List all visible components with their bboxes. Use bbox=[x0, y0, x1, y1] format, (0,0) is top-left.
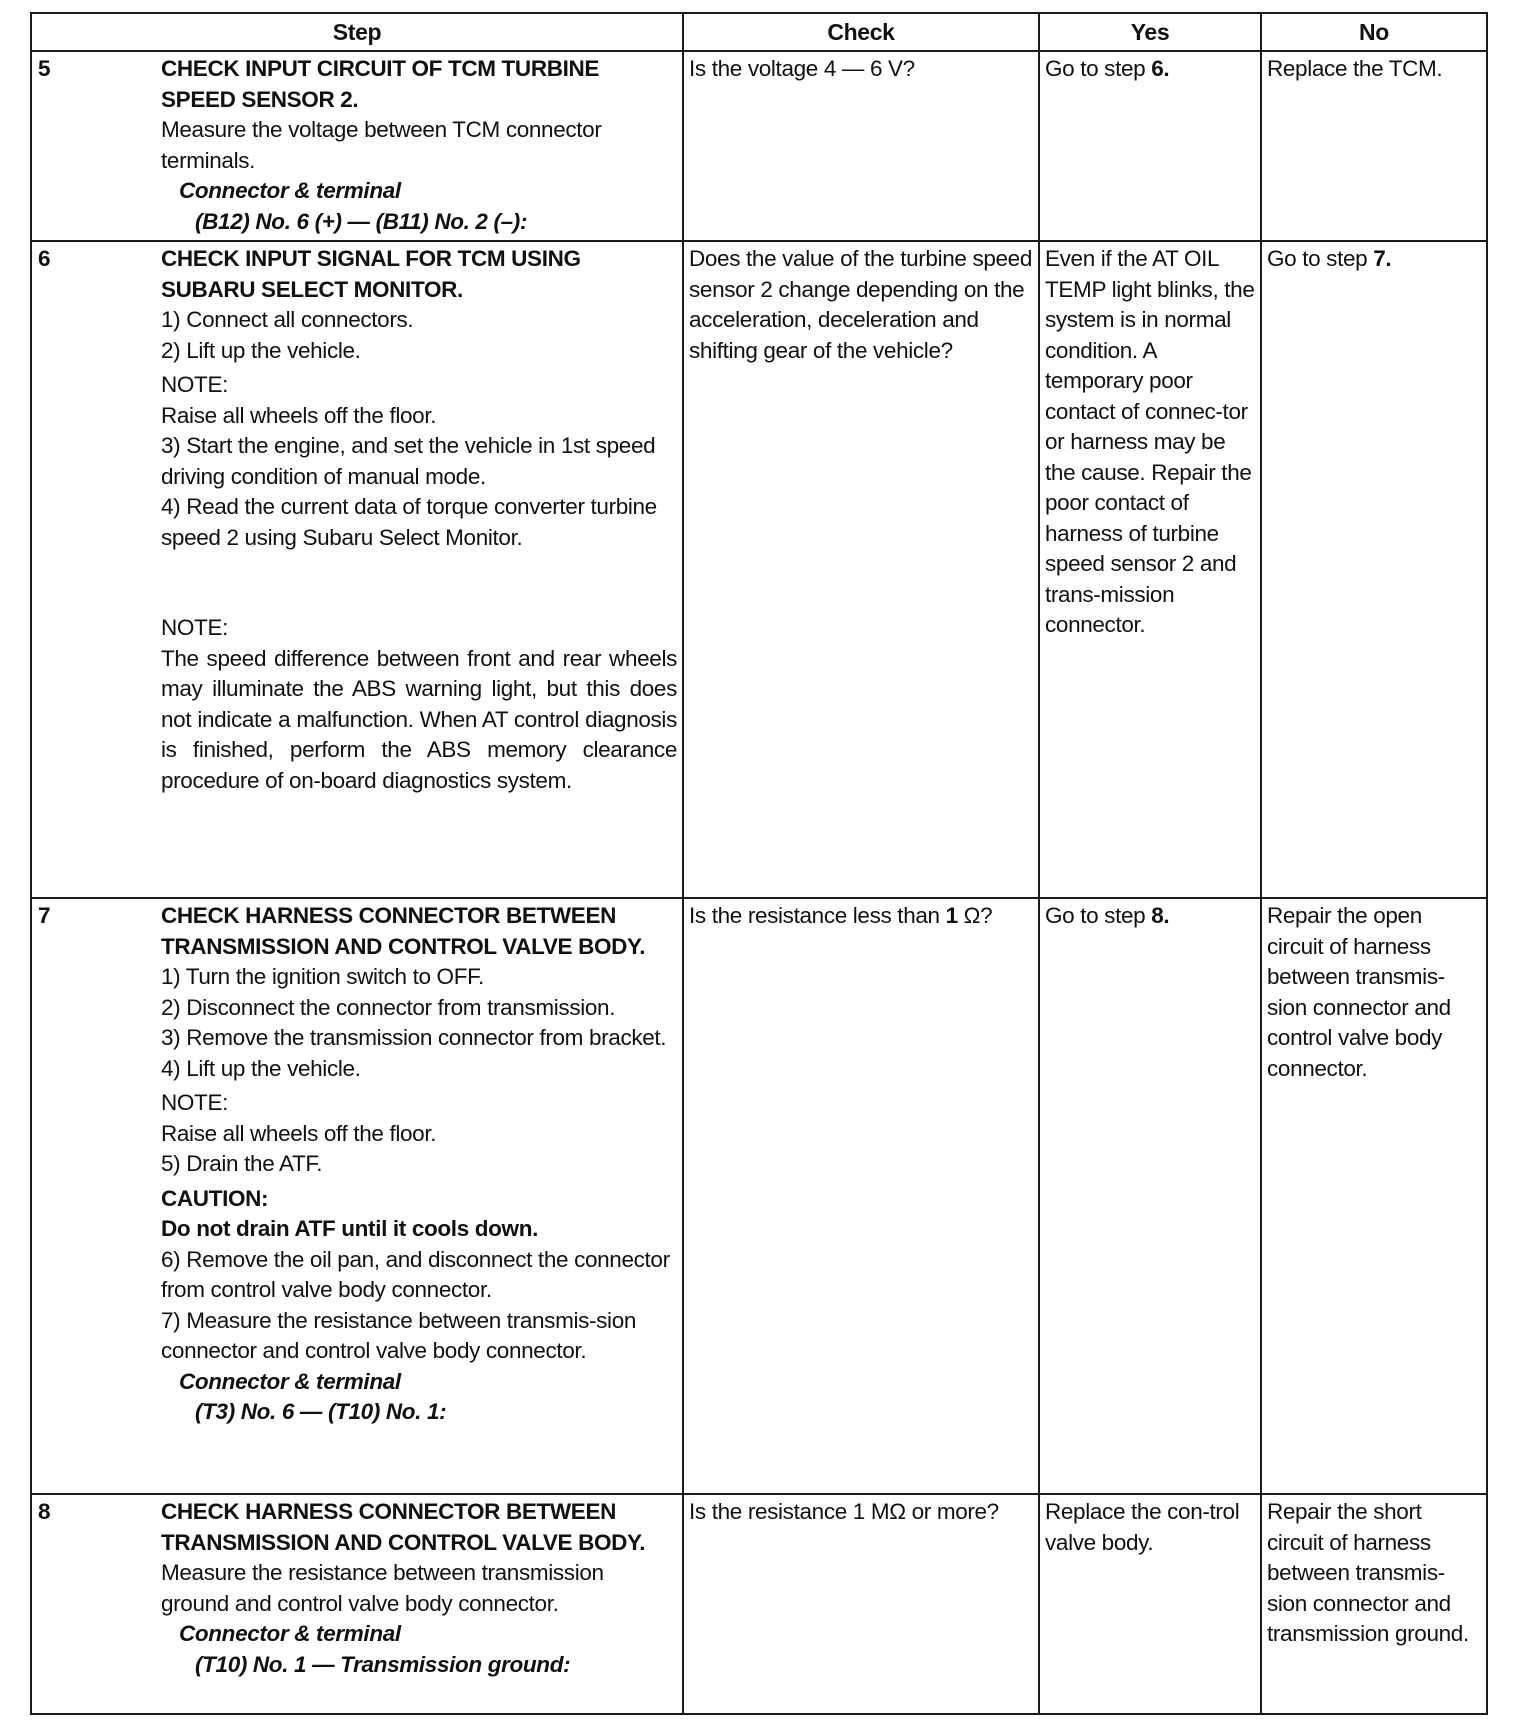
note-label: NOTE: bbox=[161, 372, 229, 397]
yes-prefix: Go to step bbox=[1045, 56, 1152, 81]
check-cell bbox=[683, 241, 1039, 898]
note-text: The speed difference between front and rear wheels may illuminate the ABS warning light, but this does not indicate a malfunction. When AT control diagnosis is finished, perform the ABS memory clearance procedure of on-board diagnostics system. bbox=[161, 645, 677, 793]
no-cell bbox=[1261, 51, 1487, 241]
step-instruction: 2) Lift up the vehicle. bbox=[161, 337, 361, 363]
step-number: 8 bbox=[38, 1499, 51, 1524]
note-text: Raise all wheels off the floor. bbox=[161, 1120, 437, 1146]
table-header-row bbox=[31, 13, 1487, 51]
yes-text: Replace the con-trol valve body. bbox=[1045, 1499, 1240, 1555]
header-yes: Yes bbox=[1039, 13, 1261, 51]
check-value: 1 bbox=[945, 903, 958, 928]
no-prefix: Go to step bbox=[1267, 246, 1374, 271]
step-instruction: 7) Measure the resistance between transmis-sion connector and control valve body connector. bbox=[161, 1307, 637, 1363]
header-step: Step bbox=[31, 13, 683, 51]
yes-cell bbox=[1039, 51, 1261, 241]
yes-step-ref: 6. bbox=[1151, 56, 1170, 81]
check-prefix: Is the resistance less than bbox=[689, 903, 946, 928]
yes-cell bbox=[1039, 1494, 1261, 1714]
table-row-step-6 bbox=[31, 241, 1487, 898]
check-suffix: Ω? bbox=[957, 903, 993, 928]
step-instruction: 4) Lift up the vehicle. bbox=[161, 1055, 361, 1081]
connector-terminal-label: Connector & terminal bbox=[179, 178, 401, 203]
step-title: CHECK HARNESS CONNECTOR BETWEEN TRANSMISSION AND CONTROL VALVE BODY. bbox=[161, 1499, 646, 1555]
table-row-step-8 bbox=[31, 1494, 1487, 1714]
note-label: NOTE: bbox=[161, 615, 229, 640]
step-title: CHECK HARNESS CONNECTOR BETWEEN TRANSMISSION AND CONTROL VALVE BODY. bbox=[161, 903, 646, 959]
check-text: Is the resistance 1 MΩ or more? bbox=[689, 1499, 999, 1524]
table-row-step-7 bbox=[31, 898, 1487, 1494]
step-text: Measure the resistance between transmission ground and control valve body connector. bbox=[161, 1560, 604, 1616]
step-instruction: 6) Remove the oil pan, and disconnect the connector from control valve body connector. bbox=[161, 1246, 670, 1302]
step-instruction: 1) Turn the ignition switch to OFF. bbox=[161, 964, 484, 989]
step-instruction: 1) Connect all connectors. bbox=[161, 307, 414, 332]
step-number: 5 bbox=[38, 56, 51, 81]
step-cell bbox=[31, 241, 683, 898]
header-check: Check bbox=[683, 13, 1039, 51]
step-number: 6 bbox=[38, 246, 51, 271]
yes-cell bbox=[1039, 898, 1261, 1494]
connector-terminal-value: (T3) No. 6 — (T10) No. 1: bbox=[195, 1399, 447, 1424]
connector-terminal-label: Connector & terminal bbox=[179, 1621, 401, 1646]
header-no: No bbox=[1261, 13, 1487, 51]
caution-text: Do not drain ATF until it cools down. bbox=[161, 1216, 538, 1241]
check-text: Is the voltage 4 — 6 V? bbox=[689, 56, 915, 81]
diagnostic-table bbox=[30, 12, 1488, 1715]
note-label: NOTE: bbox=[161, 1090, 229, 1115]
check-cell bbox=[683, 898, 1039, 1494]
step-number: 7 bbox=[38, 903, 51, 928]
step-instruction: 2) Disconnect the connector from transmission. bbox=[161, 994, 616, 1020]
step-instruction: 3) Remove the transmission connector from bracket. bbox=[161, 1025, 667, 1050]
yes-prefix: Go to step bbox=[1045, 903, 1152, 928]
no-step-ref: 7. bbox=[1373, 246, 1392, 271]
yes-text: Even if the AT OIL TEMP light blinks, the system is in normal condition. A temporary poor contact of connec-tor or harness may be the cause. Repair the poor contact of harness of turbine speed sensor 2 and trans-mission connector. bbox=[1045, 246, 1255, 637]
step-instruction: 4) Read the current data of torque converter turbine speed 2 using Subaru Select Monitor. bbox=[161, 494, 657, 550]
connector-terminal-label: Connector & terminal bbox=[179, 1368, 401, 1394]
step-title: CHECK INPUT SIGNAL FOR TCM USING SUBARU SELECT MONITOR. bbox=[161, 246, 581, 302]
step-cell bbox=[31, 1494, 683, 1714]
no-cell bbox=[1261, 241, 1487, 898]
step-instruction: 3) Start the engine, and set the vehicle in 1st speed driving condition of manual mode. bbox=[161, 433, 656, 489]
yes-cell bbox=[1039, 241, 1261, 898]
check-cell bbox=[683, 51, 1039, 241]
connector-terminal-value: (B12) No. 6 (+) — (B11) No. 2 (–): bbox=[195, 208, 528, 234]
no-text: Replace the TCM. bbox=[1267, 56, 1443, 81]
note-text: Raise all wheels off the floor. bbox=[161, 402, 437, 428]
yes-step-ref: 8. bbox=[1151, 903, 1170, 928]
check-cell bbox=[683, 1494, 1039, 1714]
no-cell bbox=[1261, 898, 1487, 1494]
step-title: CHECK INPUT CIRCUIT OF TCM TURBINE SPEED SENSOR 2. bbox=[161, 56, 600, 112]
no-text: Repair the short circuit of harness between transmis-sion connector and transmission ground. bbox=[1267, 1499, 1469, 1646]
connector-terminal-value: (T10) No. 1 — Transmission ground: bbox=[195, 1651, 571, 1677]
no-text: Repair the open circuit of harness between transmis-sion connector and control valve body connector. bbox=[1267, 903, 1451, 1081]
step-instruction: 5) Drain the ATF. bbox=[161, 1151, 323, 1176]
check-text: Does the value of the turbine speed sensor 2 change depending on the acceleration, deceleration and shifting gear of the vehicle? bbox=[689, 246, 1032, 363]
step-cell bbox=[31, 51, 683, 241]
table-row-step-5 bbox=[31, 51, 1487, 241]
step-text: Measure the voltage between TCM connector terminals. bbox=[161, 117, 602, 173]
no-cell bbox=[1261, 1494, 1487, 1714]
caution-label: CAUTION: bbox=[161, 1185, 269, 1211]
step-cell bbox=[31, 898, 683, 1494]
